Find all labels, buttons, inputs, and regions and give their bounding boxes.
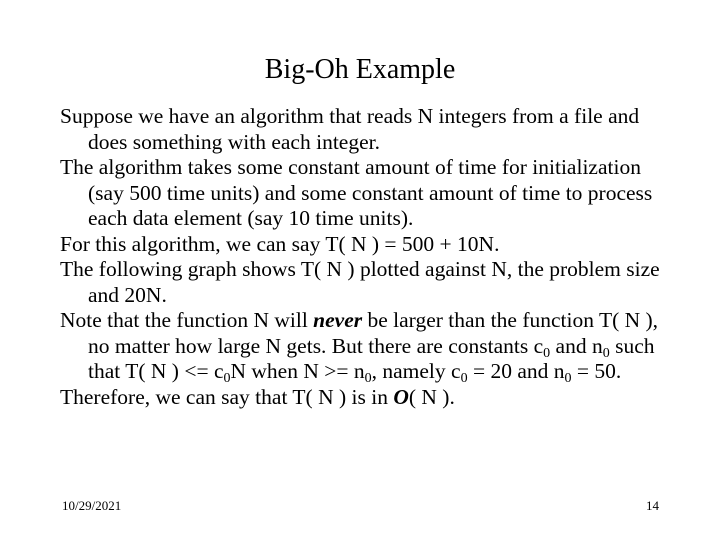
paragraph-note (60, 308, 670, 385)
paragraph-constants: The algorithm takes some constant amount of time for initialization (say 500 time units) and some constant amount of time to process each data element (say 10 time units). (60, 155, 653, 230)
paragraph-graph: The following graph shows T( N ) plotted against N, the problem size and 20N. (60, 257, 660, 307)
paragraph-conclusion (60, 385, 670, 411)
subscript: 0 (364, 371, 372, 386)
text-run: , namely c (371, 359, 461, 383)
subscript: 0 (460, 371, 468, 386)
subscript: 0 (223, 371, 231, 386)
text-run: = 50. (571, 359, 622, 383)
slide-body (60, 104, 670, 410)
page-number: 14 (646, 498, 659, 513)
text-run: Therefore, we can say that T( N ) is in (60, 384, 394, 409)
big-o-symbol: O (393, 384, 409, 409)
text-run: such that T( N ) <= c (88, 333, 655, 383)
text-run: be larger than the function T( N ), no matter how large N gets. But there are constants c (88, 308, 659, 358)
footer-date: 10/29/2021 (62, 498, 122, 513)
slide-title: Big-Oh Example (264, 54, 456, 85)
emphasis-never: never (313, 308, 363, 332)
text-run: Note that the function N will (60, 308, 314, 332)
text-run: = 20 and n (467, 359, 565, 383)
paragraph-formula: For this algorithm, we can say T( N ) = 500 + 10N. (60, 231, 500, 256)
subscript: 0 (543, 345, 551, 361)
paragraph-intro: Suppose we have an algorithm that reads N integers from a file and does something with each integer. (60, 104, 640, 154)
subscript: 0 (602, 345, 610, 361)
text-run: ( N ). (408, 384, 455, 409)
text-run: N when N >= n (230, 359, 365, 383)
subscript: 0 (564, 371, 572, 386)
text-run: and n (550, 333, 603, 358)
